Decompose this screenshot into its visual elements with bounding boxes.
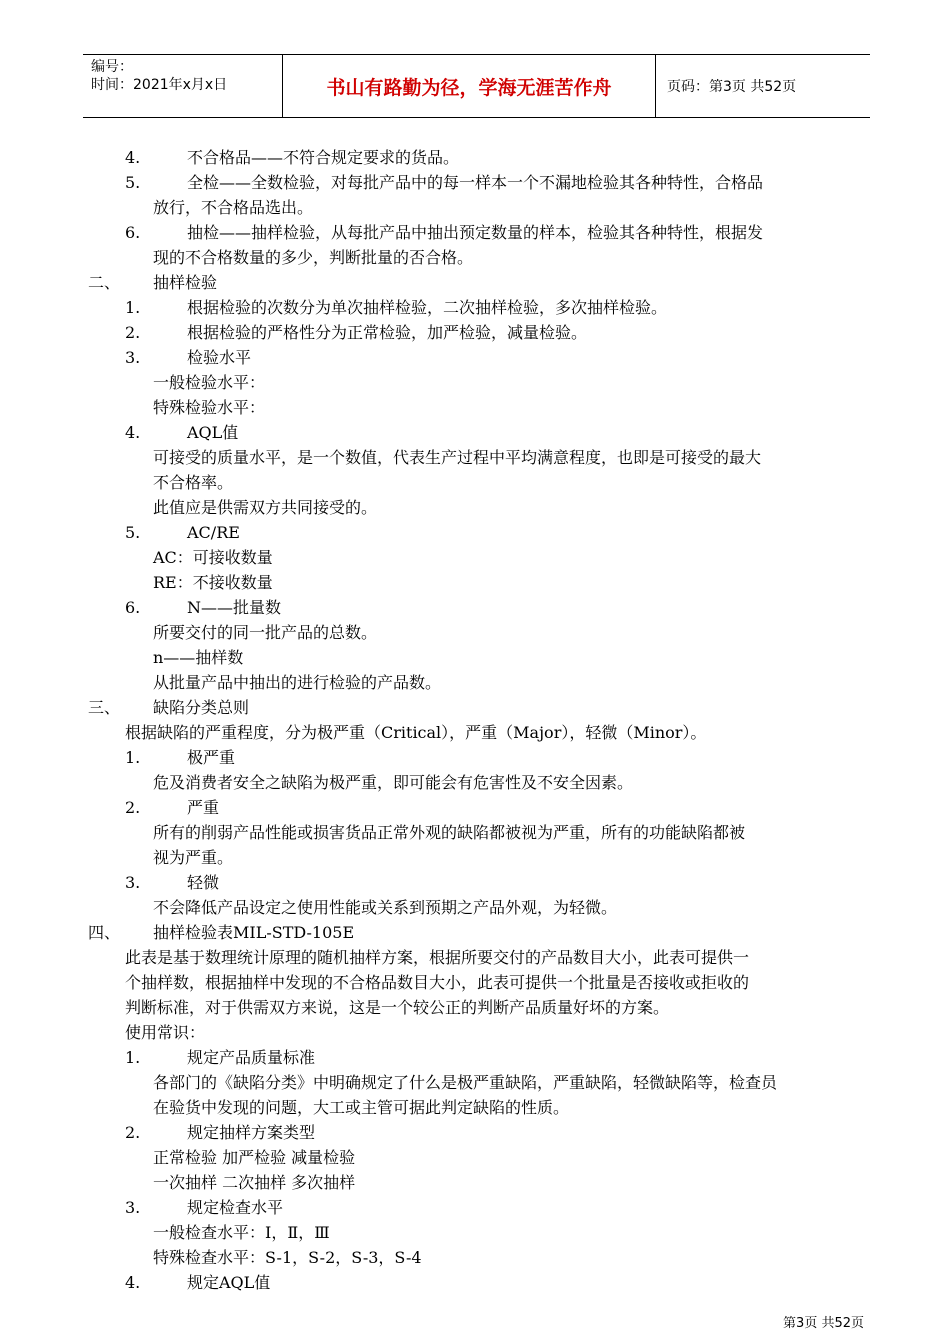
line-text: 正常检验 加严检验 减量检验 [153,1148,356,1167]
line-number: 4. [125,148,141,167]
line-text: 根据检验的严格性分为正常检验，加严检验，减量检验。 [187,323,588,342]
line-text: 危及消费者安全之缺陷为极严重，即可能会有危害性及不安全因素。 [153,773,634,792]
line-number: 1. [125,298,141,317]
line-text: AQL值 [187,423,239,442]
line-text: 抽检——抽样检验，从每批产品中抽出预定数量的样本，检验其各种特性，根据发 [187,223,764,242]
line-text: 极严重 [187,748,236,767]
line-text: 个抽样数，根据抽样中发现的不合格品数目大小，此表可提供一个批量是否接收或拒收的 [125,973,750,992]
page-footer: 第3页 共52页 [783,1316,864,1331]
header-meta [91,58,227,94]
line-number: 6. [125,223,141,242]
line-number: 3. [125,348,141,367]
line-number: 四、 [88,923,121,942]
motto: 书山有路勤为径，学海无涯苦作舟 [282,55,656,117]
page-header [83,54,870,118]
line-text: 规定AQL值 [187,1273,271,1292]
line-text: 抽样检验表MIL-STD-105E [153,923,355,942]
line-number: 二、 [88,273,121,292]
line-text: RE：不接收数量 [153,573,273,592]
line-number: 2. [125,1123,141,1142]
line-number: 4. [125,423,141,442]
page-info: 页码：第3页 共52页 [667,79,797,95]
line-text: 视为严重。 [153,848,234,867]
line-number: 5. [125,173,141,192]
line-text: 根据缺陷的严重程度，分为极严重（Critical），严重（Major），轻微（Minor）。 [125,723,707,742]
line-text: 此值应是供需双方共同接受的。 [153,498,378,517]
line-text: n——抽样数 [153,648,244,667]
line-number: 三、 [88,698,121,717]
line-number: 1. [125,1048,141,1067]
line-text: 所要交付的同一批产品的总数。 [153,623,378,642]
line-number: 5. [125,523,141,542]
line-text: 从批量产品中抽出的进行检验的产品数。 [153,673,442,692]
id-label: 编号： [91,59,133,75]
line-text: 规定检查水平 [187,1198,284,1217]
line-text: 所有的削弱产品性能或损害货品正常外观的缺陷都被视为严重，所有的功能缺陷都被 [153,823,746,842]
line-text: 不合格率。 [153,473,234,492]
line-text: 不合格品——不符合规定要求的货品。 [187,148,460,167]
line-text: 各部门的《缺陷分类》中明确规定了什么是极严重缺陷，严重缺陷，轻微缺陷等，检查员 [153,1073,778,1092]
line-text: 抽样检验 [153,273,218,292]
line-text: AC/RE [187,523,240,542]
line-number: 2. [125,798,141,817]
line-text: 检验水平 [187,348,252,367]
line-text: 缺陷分类总则 [153,698,250,717]
line-text: 一般检验水平： [153,373,266,392]
line-text: 放行，不合格品选出。 [153,198,314,217]
line-text: AC：可接收数量 [153,548,273,567]
line-number: 1. [125,748,141,767]
line-number: 6. [125,598,141,617]
line-text: 根据检验的次数分为单次抽样检验，二次抽样检验，多次抽样检验。 [187,298,668,317]
line-number: 2. [125,323,141,342]
line-text: 严重 [187,798,220,817]
line-text: 现的不合格数量的多少，判断批量的否合格。 [153,248,474,267]
line-text: 轻微 [187,873,220,892]
line-text: N——批量数 [187,598,282,617]
line-text: 不会降低产品设定之使用性能或关系到预期之产品外观，为轻微。 [153,898,618,917]
line-text: 使用常识： [125,1023,206,1042]
line-text: 全检——全数检验，对每批产品中的每一样本一个不漏地检验其各种特性，合格品 [187,173,764,192]
line-text: 可接受的质量水平，是一个数值，代表生产过程中平均满意程度，也即是可接受的最大 [153,448,762,467]
line-text: 规定产品质量标准 [187,1048,316,1067]
line-number: 3. [125,873,141,892]
line-text: 特殊检查水平：S-1，S-2，S-3，S-4 [153,1248,422,1267]
line-text: 一次抽样 二次抽样 多次抽样 [153,1173,356,1192]
line-text: 在验货中发现的问题，大工或主管可据此判定缺陷的性质。 [153,1098,570,1117]
line-text: 特殊检验水平： [153,398,266,417]
time-label: 时间：2021年x月x日 [91,77,228,93]
line-text: 判断标准，对于供需双方来说，这是一个较公正的判断产品质量好坏的方案。 [125,998,670,1017]
line-number: 4. [125,1273,141,1292]
line-text: 此表是基于数理统计原理的随机抽样方案，根据所要交付的产品数目大小，此表可提供一 [125,948,750,967]
line-text: 一般检查水平：Ⅰ，Ⅱ，Ⅲ [153,1223,330,1242]
line-number: 3. [125,1198,141,1217]
line-text: 规定抽样方案类型 [187,1123,316,1142]
